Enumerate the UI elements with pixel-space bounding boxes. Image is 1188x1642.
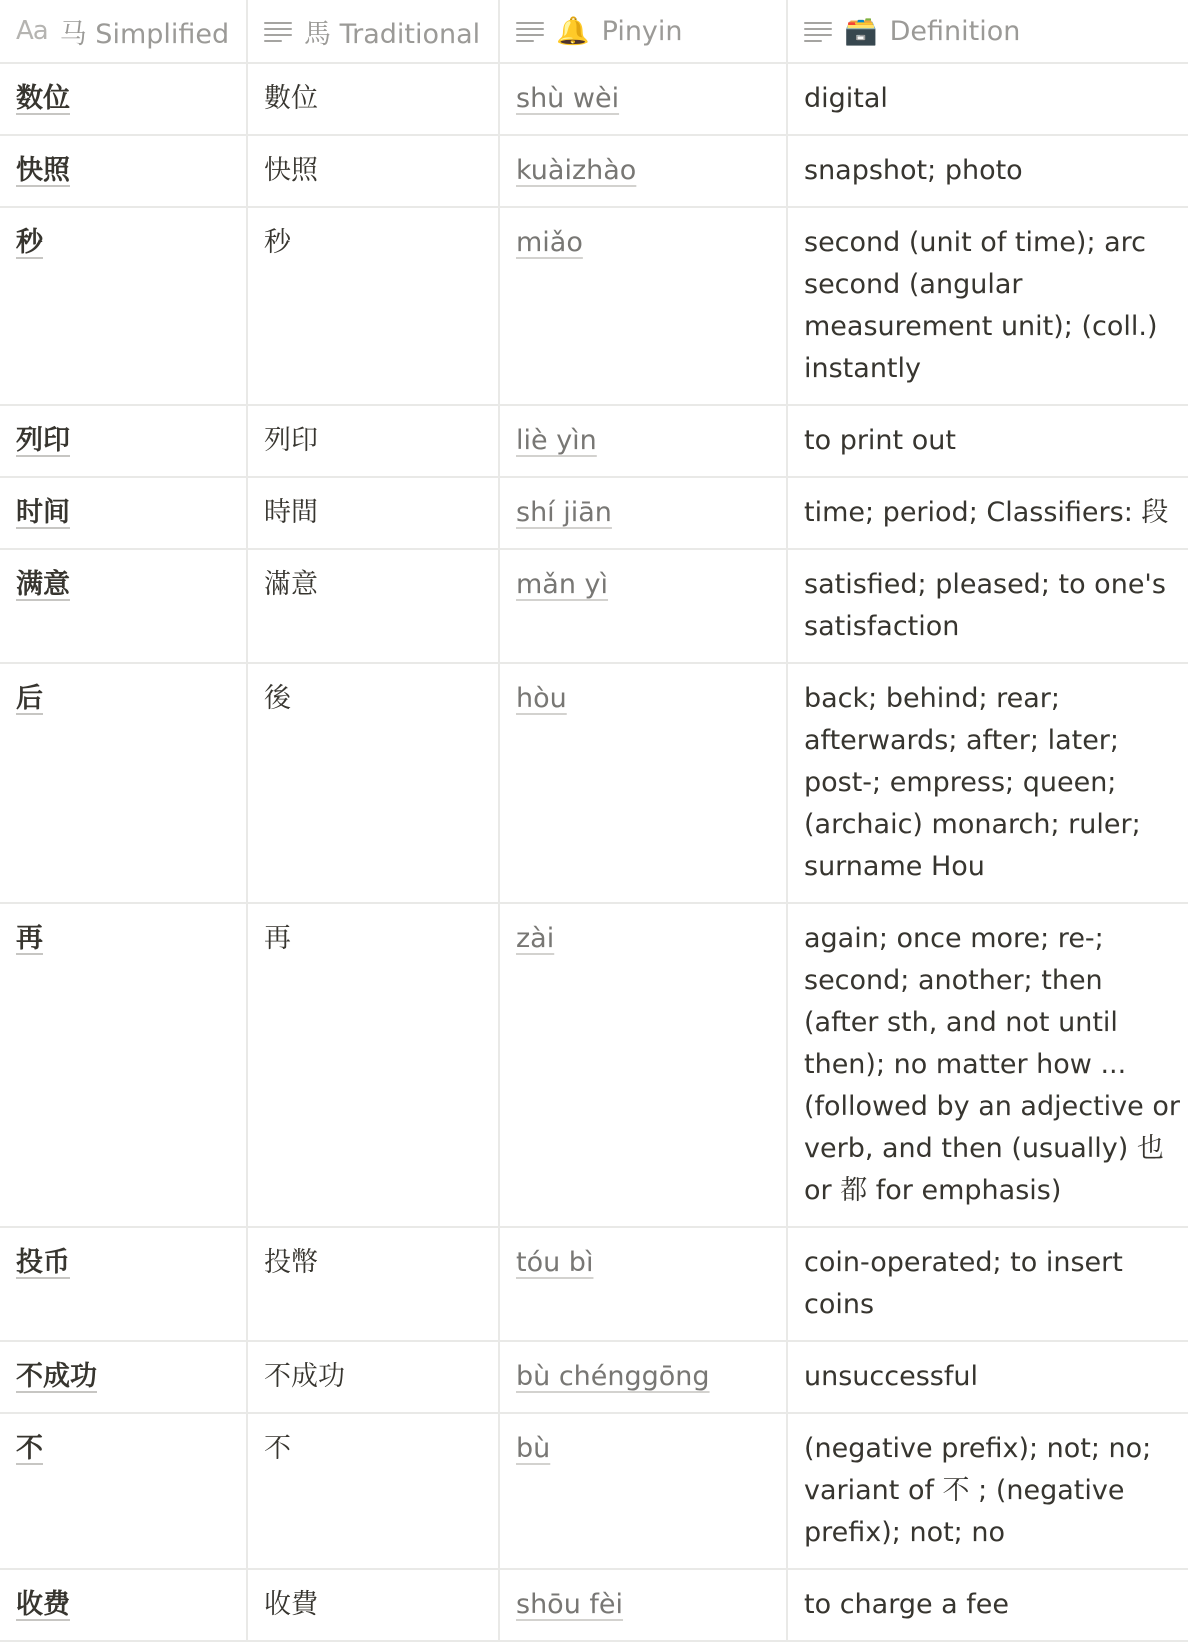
table-row[interactable] [0,405,1188,477]
simplified-text[interactable]: 收费 [16,1589,70,1620]
pinyin-text: mǎn yì [516,569,609,600]
cell-definition[interactable] [787,207,1188,405]
cell-simplified[interactable] [0,1413,247,1569]
table-row[interactable] [0,135,1188,207]
column-header-definition[interactable] [787,0,1188,63]
simplified-text[interactable]: 列印 [16,425,70,456]
traditional-text: 投幣 [264,1247,318,1278]
table-row[interactable] [0,63,1188,135]
cell-traditional[interactable] [247,405,499,477]
cell-pinyin[interactable] [499,135,787,207]
cell-traditional[interactable] [247,1341,499,1413]
column-header-label: Pinyin [601,15,683,47]
cell-simplified[interactable] [0,207,247,405]
column-header-label: Definition [889,15,1021,47]
pinyin-text: bù [516,1433,551,1464]
cell-traditional[interactable] [247,207,499,405]
pinyin-text: bù chénggōng [516,1361,710,1392]
cell-definition[interactable] [787,1227,1188,1341]
cell-simplified[interactable] [0,1569,247,1641]
table-row[interactable] [0,663,1188,903]
pinyin-text: kuàizhào [516,155,637,186]
definition-text: digital [804,83,888,114]
definition-text: to print out [804,425,956,456]
cell-simplified[interactable] [0,663,247,903]
traditional-text: 收費 [264,1589,318,1620]
traditional-text: 快照 [264,155,318,186]
cell-traditional[interactable] [247,903,499,1227]
cell-pinyin[interactable] [499,663,787,903]
traditional-text: 數位 [264,83,318,114]
pinyin-text: hòu [516,683,567,714]
definition-text: coin-operated; to insert coins [804,1247,1123,1320]
cell-traditional[interactable] [247,1413,499,1569]
table-row[interactable] [0,549,1188,663]
traditional-text: 滿意 [264,569,318,600]
traditional-text: 不成功 [264,1361,345,1392]
cell-pinyin[interactable] [499,549,787,663]
cell-definition[interactable] [787,135,1188,207]
table-row[interactable] [0,477,1188,549]
cell-pinyin[interactable] [499,903,787,1227]
cell-pinyin[interactable] [499,405,787,477]
definition-text: snapshot; photo [804,155,1023,186]
cell-pinyin[interactable] [499,63,787,135]
text-lines-icon [516,20,544,42]
cell-simplified[interactable] [0,135,247,207]
card-file-box-icon: 🗃️ [844,15,878,47]
cell-definition[interactable] [787,903,1188,1227]
cell-pinyin[interactable] [499,1569,787,1641]
cell-pinyin[interactable] [499,1413,787,1569]
cell-pinyin[interactable] [499,1227,787,1341]
cell-traditional[interactable] [247,63,499,135]
column-header-pinyin[interactable] [499,0,787,63]
cell-simplified[interactable] [0,1227,247,1341]
cell-traditional[interactable] [247,1227,499,1341]
cell-definition[interactable] [787,405,1188,477]
table-row[interactable] [0,1569,1188,1641]
pinyin-text: shí jiān [516,497,612,528]
table-row[interactable] [0,1341,1188,1413]
table-row[interactable] [0,1227,1188,1341]
column-header-traditional[interactable] [247,0,499,63]
definition-text: unsuccessful [804,1361,978,1392]
cell-simplified[interactable] [0,549,247,663]
traditional-text: 時間 [264,497,318,528]
definition-text: satisfied; pleased; to one's satisfaction [804,569,1166,642]
cell-traditional[interactable] [247,549,499,663]
table-row[interactable] [0,207,1188,405]
cell-traditional[interactable] [247,135,499,207]
cell-pinyin[interactable] [499,1341,787,1413]
definition-text: (negative prefix); not; no; variant of 不 ; (negative prefix); not; no [804,1433,1152,1548]
simplified-text[interactable]: 不成功 [16,1361,97,1392]
cell-traditional[interactable] [247,477,499,549]
header-row [0,0,1188,63]
column-header-label: 马 Simplified [59,18,230,50]
pinyin-text: shōu fèi [516,1589,624,1620]
simplified-text[interactable]: 投币 [16,1247,70,1278]
simplified-text[interactable]: 快照 [16,155,70,186]
definition-text: back; behind; rear; afterwards; after; later; post-; empress; queen; (archaic) monarch; ruler; surname Hou [804,683,1141,882]
traditional-text: 再 [264,923,291,954]
pinyin-text: miǎo [516,227,583,258]
column-header-simplified[interactable] [0,0,247,63]
traditional-text: 列印 [264,425,318,456]
title-property-icon: Aa [16,16,48,46]
simplified-text[interactable]: 不 [16,1433,43,1464]
cell-definition[interactable] [787,549,1188,663]
text-lines-icon [264,20,292,42]
simplified-text[interactable]: 满意 [16,569,70,600]
simplified-text[interactable]: 再 [16,923,43,954]
simplified-text[interactable]: 秒 [16,227,43,258]
definition-text: time; period; Classifiers: 段 [804,497,1169,528]
cell-definition[interactable] [787,1341,1188,1413]
cell-pinyin[interactable] [499,477,787,549]
table-row[interactable] [0,903,1188,1227]
pinyin-text: liè yìn [516,425,597,456]
cell-definition[interactable] [787,63,1188,135]
text-lines-icon [804,20,832,42]
cell-simplified[interactable] [0,405,247,477]
cell-simplified[interactable] [0,477,247,549]
traditional-text: 後 [264,683,291,714]
cell-definition[interactable] [787,477,1188,549]
simplified-text[interactable]: 后 [16,683,43,714]
pinyin-text: tóu bì [516,1247,594,1278]
definition-text: second (unit of time); arc second (angular measurement unit); (coll.) instantly [804,227,1158,384]
table-body [0,63,1188,1641]
cell-definition[interactable] [787,663,1188,903]
cell-definition[interactable] [787,1569,1188,1641]
cell-traditional[interactable] [247,663,499,903]
traditional-text: 秒 [264,227,291,258]
definition-text: again; once more; re-; second; another; then (after sth, and not until then); no matter how ... (followed by an adjective or verb, and then (usually) 也 or 都 for emphasis) [804,923,1180,1206]
cell-simplified[interactable] [0,1341,247,1413]
bell-icon: 🔔 [556,15,590,47]
simplified-text[interactable]: 数位 [16,83,70,114]
pinyin-text: shù wèi [516,83,620,114]
column-header-label: 馬 Traditional [304,18,481,50]
definition-text: to charge a fee [804,1589,1010,1620]
traditional-text: 不 [264,1433,291,1464]
pinyin-text: zài [516,923,555,954]
cell-simplified[interactable] [0,63,247,135]
cell-traditional[interactable] [247,1569,499,1641]
cell-simplified[interactable] [0,903,247,1227]
cell-definition[interactable] [787,1413,1188,1569]
cell-pinyin[interactable] [499,207,787,405]
simplified-text[interactable]: 时间 [16,497,70,528]
table-row[interactable] [0,1413,1188,1569]
